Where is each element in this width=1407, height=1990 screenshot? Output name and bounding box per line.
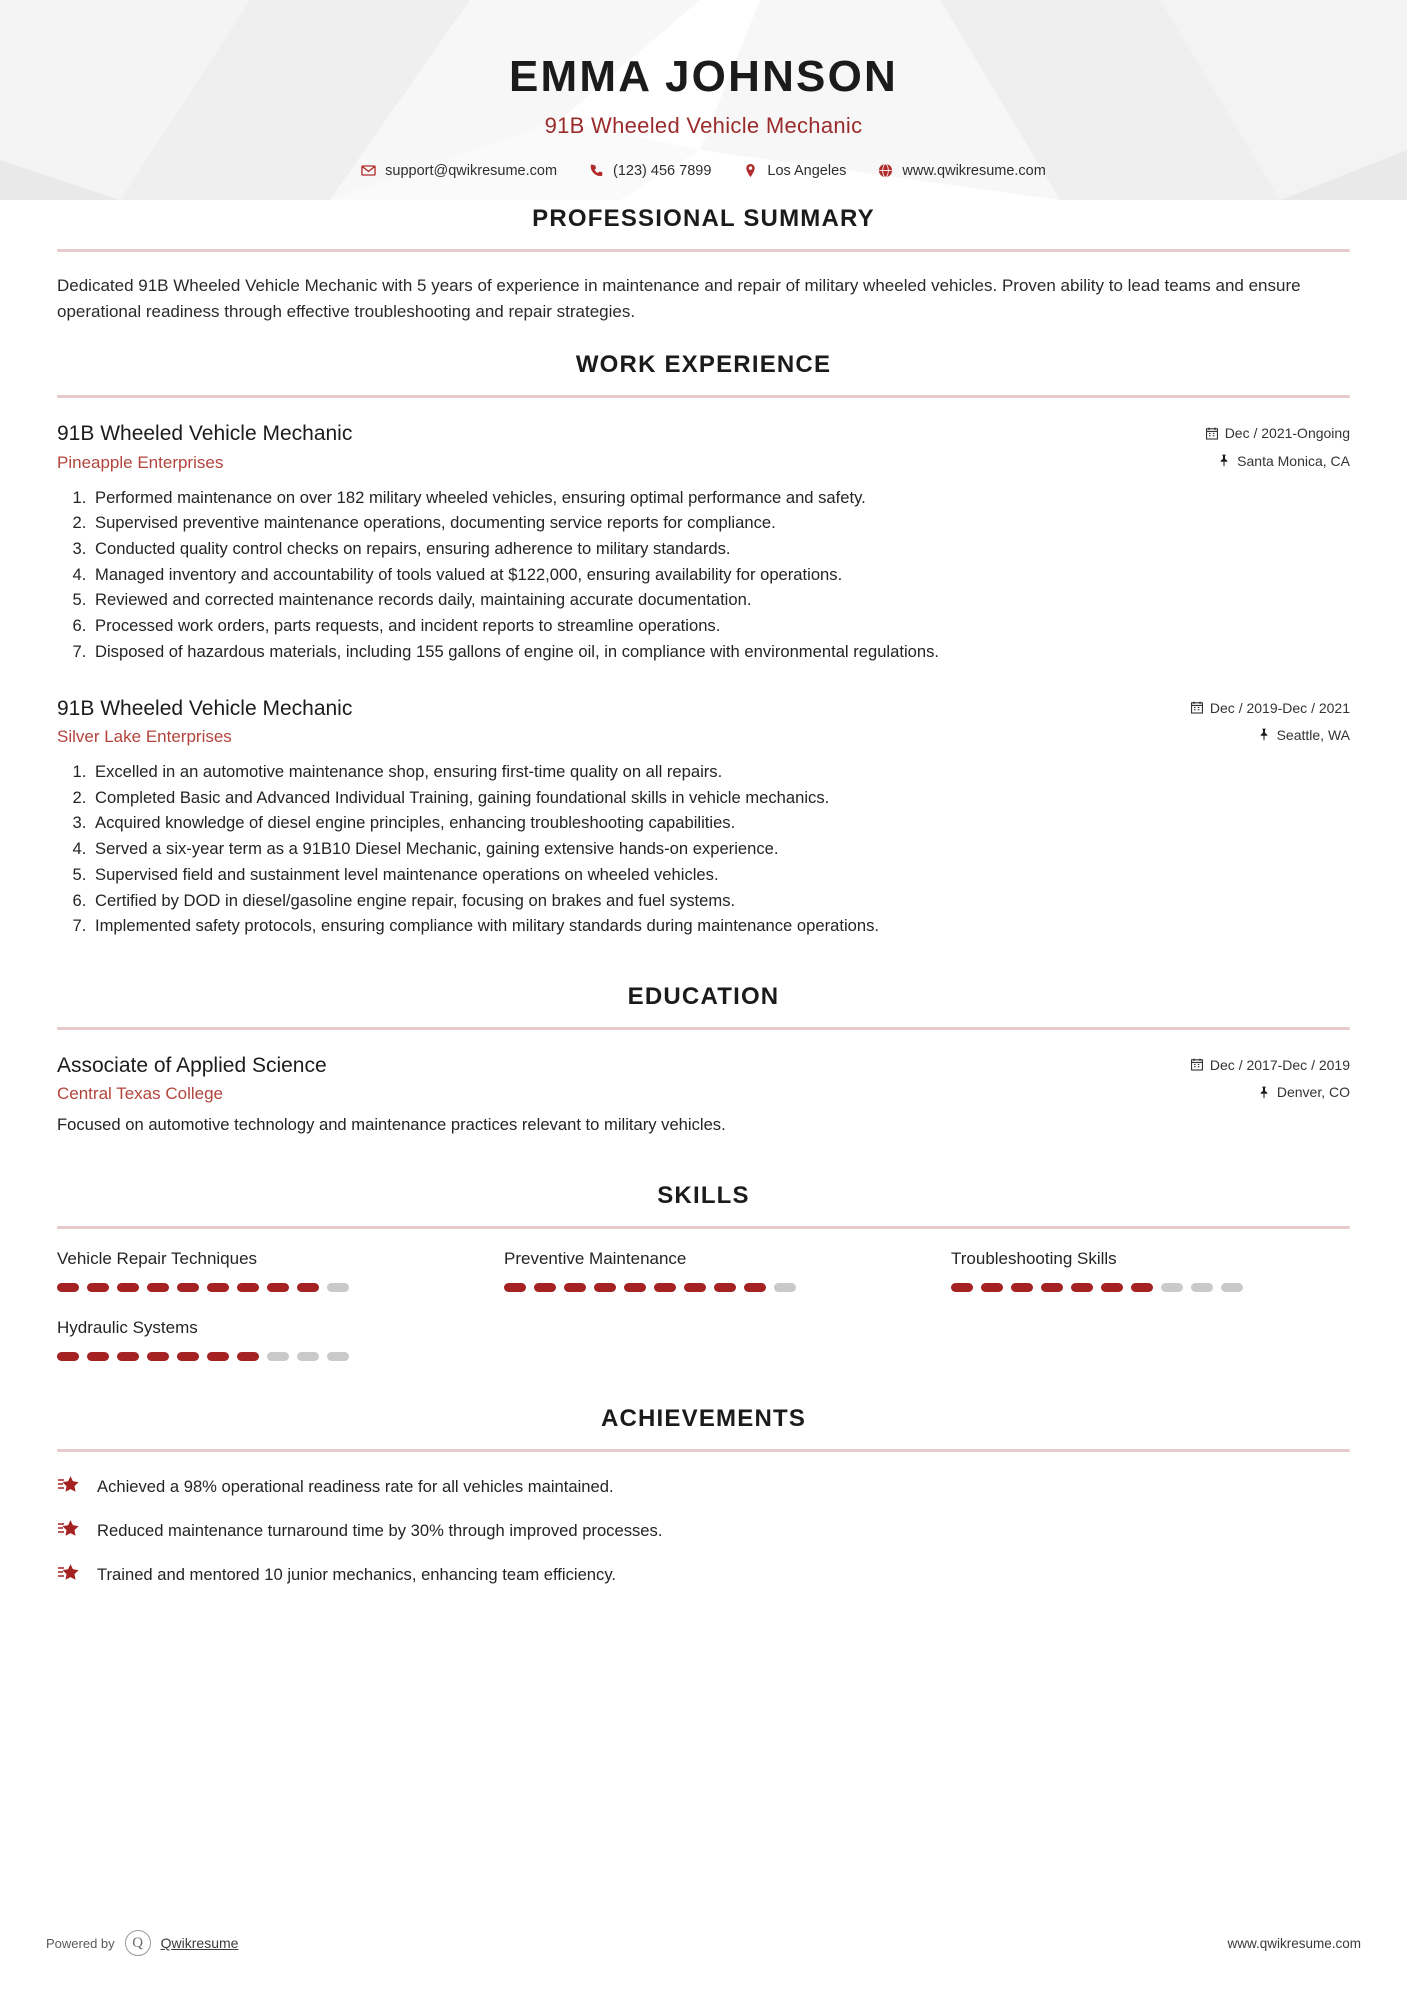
- contact-website[interactable]: [866, 163, 1057, 179]
- brand-link[interactable]: Qwikresume: [160, 1935, 239, 1951]
- qwikresume-logo-icon: Q: [125, 1930, 151, 1956]
- experience-company: Pineapple Enterprises: [57, 452, 224, 472]
- contact-location[interactable]: [731, 163, 858, 179]
- skill-segment-filled: [684, 1283, 706, 1292]
- list-item: 4. Served a six-year term as a 91B10 Diesel Mechanic, gaining extensive hands-on experience.: [91, 836, 1350, 862]
- skill-label: Preventive Maintenance: [504, 1249, 687, 1269]
- skill-segment-filled: [267, 1283, 289, 1292]
- skill-segment-filled: [147, 1283, 169, 1292]
- star-badge-icon: [57, 1562, 83, 1586]
- powered-by-label: Powered by: [46, 1935, 115, 1951]
- list-item: 2. Supervised preventive maintenance operations, documenting service reports for compliance.: [91, 510, 1350, 536]
- list-item: 6. Certified by DOD in diesel/gasoline engine repair, focusing on brakes and fuel systems.: [91, 888, 1350, 914]
- list-item: 7. Disposed of hazardous materials, including 155 gallons of engine oil, in compliance with environmental regulations.: [91, 639, 1350, 665]
- list-item: 5. Reviewed and corrected maintenance records daily, maintaining accurate documentation.: [91, 587, 1350, 613]
- section-divider: [57, 1226, 1350, 1229]
- skill-segment-filled: [1071, 1283, 1093, 1292]
- section-education: [57, 983, 1350, 1138]
- footer-website: www.qwikresume.com: [1227, 1935, 1361, 1951]
- pushpin-icon: [1258, 728, 1270, 741]
- experience-location-text: Santa Monica, CA: [1237, 452, 1350, 469]
- section-professional-summary: [57, 205, 1350, 326]
- envelope-icon: [361, 163, 376, 178]
- contact-location-text: Los Angeles: [767, 162, 847, 179]
- phone-icon: [589, 163, 604, 178]
- experience-entry: [57, 420, 1350, 664]
- section-work-experience: [57, 351, 1350, 939]
- skill-segment-filled: [1041, 1283, 1063, 1292]
- summary-text: Dedicated 91B Wheeled Vehicle Mechanic with 5 years of experience in maintenance and repair of military wheeled vehicles. Proven ability to lead teams and ensure operational readiness through effective troubleshooting and repair strategies.: [57, 275, 1301, 321]
- experience-dates-text: Dec / 2019-Dec / 2021: [1209, 699, 1350, 716]
- experience-entry-header: [57, 420, 1350, 447]
- contact-row: [57, 163, 1350, 179]
- globe-icon: [878, 163, 893, 178]
- contact-website-text: www.qwikresume.com: [902, 162, 1046, 179]
- skill-segment-empty: [327, 1352, 349, 1361]
- skill-segment-filled: [1131, 1283, 1153, 1292]
- section-achievements: [57, 1405, 1350, 1586]
- skill-segment-filled: [207, 1352, 229, 1361]
- experience-entry-subheader: [57, 453, 1350, 473]
- skill-segment-empty: [327, 1283, 349, 1292]
- skill-segment-filled: [87, 1352, 109, 1361]
- skill-segment-filled: [714, 1283, 736, 1292]
- page-title: EMMA JOHNSON: [508, 52, 898, 101]
- list-item: 1. Excelled in an automotive maintenance shop, ensuring first-time quality on all repairs.: [91, 759, 1350, 785]
- skill-segment-filled: [237, 1352, 259, 1361]
- experience-role: 91B Wheeled Vehicle Mechanic: [57, 422, 353, 446]
- skill-segment-filled: [744, 1283, 766, 1292]
- education-dates-text: Dec / 2017-Dec / 2019: [1209, 1056, 1350, 1073]
- section-title-experience: WORK EXPERIENCE: [575, 351, 832, 379]
- resume-header: [57, 0, 1350, 179]
- skill-segment-filled: [1011, 1283, 1033, 1292]
- skill-label: Troubleshooting Skills: [951, 1249, 1117, 1269]
- list-item: 4. Managed inventory and accountability of tools valued at $122,000, ensuring availability for operations.: [91, 562, 1350, 588]
- skill-segment-filled: [207, 1283, 229, 1292]
- skill-segment-filled: [564, 1283, 586, 1292]
- skill-item: [57, 1318, 456, 1361]
- skill-label: Vehicle Repair Techniques: [57, 1249, 258, 1269]
- skill-segment-filled: [981, 1283, 1003, 1292]
- pushpin-icon: [1258, 1086, 1270, 1099]
- list-item: [57, 1474, 1350, 1498]
- list-item: 3. Acquired knowledge of diesel engine principles, enhancing troubleshooting capabilities.: [91, 810, 1350, 836]
- achievements-list: [57, 1474, 1350, 1586]
- list-item: 3. Conducted quality control checks on repairs, ensuring adherence to military standards.: [91, 536, 1350, 562]
- skill-segment-empty: [297, 1352, 319, 1361]
- pushpin-icon: [1218, 454, 1230, 467]
- section-divider: [57, 395, 1350, 398]
- experience-entry-subheader: [57, 727, 1350, 747]
- achievement-text: Achieved a 98% operational readiness rate for all vehicles maintained.: [97, 1476, 614, 1496]
- section-title-skills: SKILLS: [657, 1182, 750, 1210]
- skill-segment-filled: [297, 1283, 319, 1292]
- calendar-icon: [1191, 1058, 1203, 1071]
- list-item: [57, 1562, 1350, 1586]
- section-divider: [57, 1027, 1350, 1030]
- skill-segment-filled: [534, 1283, 556, 1292]
- skill-rating-bar: [57, 1283, 456, 1292]
- list-item: 7. Implemented safety protocols, ensuring compliance with military standards during maintenance operations.: [91, 913, 1350, 939]
- skill-segment-filled: [504, 1283, 526, 1292]
- skill-segment-filled: [87, 1283, 109, 1292]
- education-degree: Associate of Applied Science: [57, 1053, 327, 1077]
- contact-phone[interactable]: [577, 163, 723, 179]
- contact-phone-text: (123) 456 7899: [613, 162, 712, 179]
- skill-segment-empty: [774, 1283, 796, 1292]
- skill-segment-filled: [594, 1283, 616, 1292]
- skill-item: [504, 1249, 903, 1292]
- contact-email[interactable]: [349, 163, 569, 179]
- calendar-icon: [1206, 427, 1218, 440]
- list-item: [57, 1518, 1350, 1542]
- skill-segment-filled: [1101, 1283, 1123, 1292]
- section-divider: [57, 249, 1350, 252]
- education-location-text: Denver, CO: [1276, 1084, 1350, 1101]
- experience-role: 91B Wheeled Vehicle Mechanic: [57, 696, 353, 720]
- experience-dates: [1191, 695, 1350, 716]
- map-pin-icon: [743, 163, 758, 178]
- skill-segment-empty: [1221, 1283, 1243, 1292]
- list-item: 6. Processed work orders, parts requests, and incident reports to streamline operations.: [91, 613, 1350, 639]
- footer-branding: [46, 1930, 238, 1956]
- achievement-text: Reduced maintenance turnaround time by 30% through improved processes.: [97, 1520, 663, 1540]
- contact-email-text: support@qwikresume.com: [385, 162, 558, 179]
- skill-segment-filled: [117, 1352, 139, 1361]
- skill-segment-filled: [654, 1283, 676, 1292]
- page-footer: [0, 1930, 1407, 1956]
- star-badge-icon: [57, 1474, 83, 1498]
- list-item: 5. Supervised field and sustainment level maintenance operations on wheeled vehicles.: [91, 862, 1350, 888]
- education-school: Central Texas College: [57, 1084, 223, 1104]
- experience-location: [1218, 453, 1350, 469]
- education-entry-subheader: [57, 1084, 1350, 1104]
- skill-segment-filled: [624, 1283, 646, 1292]
- section-divider: [57, 1449, 1350, 1452]
- section-title-achievements: ACHIEVEMENTS: [600, 1405, 807, 1433]
- skill-rating-bar: [57, 1352, 456, 1361]
- skill-item: [57, 1249, 456, 1292]
- skill-segment-filled: [177, 1283, 199, 1292]
- section-title-education: EDUCATION: [627, 982, 780, 1010]
- education-entry: [57, 1052, 1350, 1138]
- education-entry-header: [57, 1052, 1350, 1079]
- skill-segment-filled: [147, 1352, 169, 1361]
- experience-bullet-list: [57, 759, 1350, 939]
- skill-label: Hydraulic Systems: [57, 1318, 198, 1338]
- skill-segment-filled: [951, 1283, 973, 1292]
- skill-rating-bar: [951, 1283, 1350, 1292]
- skill-segment-empty: [1161, 1283, 1183, 1292]
- experience-entry-header: [57, 695, 1350, 722]
- education-dates: [1191, 1052, 1350, 1073]
- skill-rating-bar: [504, 1283, 903, 1292]
- skill-segment-filled: [117, 1283, 139, 1292]
- job-title: 91B Wheeled Vehicle Mechanic: [544, 112, 863, 138]
- experience-location-text: Seattle, WA: [1276, 726, 1350, 743]
- skills-grid: [57, 1249, 1350, 1361]
- experience-company: Silver Lake Enterprises: [57, 726, 232, 746]
- education-location: [1258, 1084, 1350, 1100]
- experience-dates-text: Dec / 2021-Ongoing: [1224, 425, 1350, 442]
- skill-segment-filled: [177, 1352, 199, 1361]
- experience-location: [1258, 727, 1350, 743]
- section-title-summary: PROFESSIONAL SUMMARY: [532, 204, 875, 232]
- section-skills: [57, 1182, 1350, 1361]
- skill-segment-filled: [237, 1283, 259, 1292]
- experience-dates: [1206, 420, 1350, 441]
- achievement-text: Trained and mentored 10 junior mechanics, enhancing team efficiency.: [97, 1564, 617, 1584]
- skill-segment-filled: [57, 1283, 79, 1292]
- experience-entry: [57, 695, 1350, 939]
- experience-bullet-list: [57, 485, 1350, 665]
- skill-segment-filled: [57, 1352, 79, 1361]
- calendar-icon: [1191, 701, 1203, 714]
- list-item: 1. Performed maintenance on over 182 military wheeled vehicles, ensuring optimal performance and safety.: [91, 485, 1350, 511]
- skill-item: [951, 1249, 1350, 1292]
- education-description: Focused on automotive technology and maintenance practices relevant to military vehicles.: [57, 1115, 726, 1135]
- skill-segment-empty: [1191, 1283, 1213, 1292]
- list-item: 2. Completed Basic and Advanced Individual Training, gaining foundational skills in vehicle mechanics.: [91, 785, 1350, 811]
- star-badge-icon: [57, 1518, 83, 1542]
- skill-segment-empty: [267, 1352, 289, 1361]
